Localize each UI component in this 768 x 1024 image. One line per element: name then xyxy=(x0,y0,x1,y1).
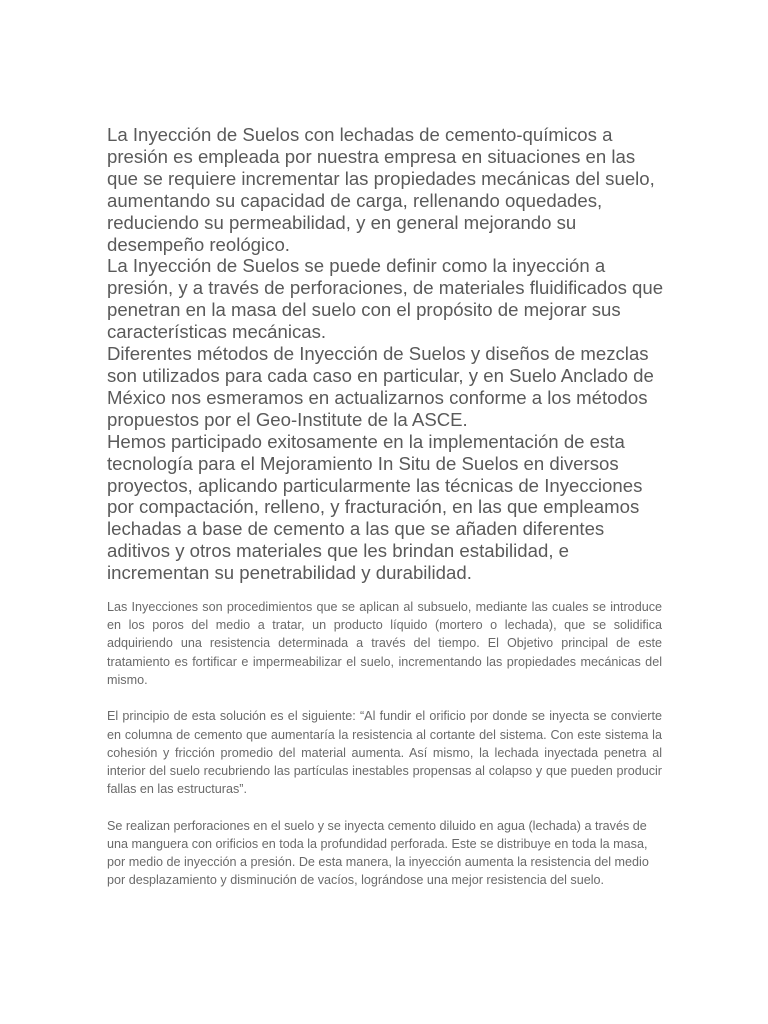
lead-paragraph-4: Hemos participado exitosamente en la implementación de esta tecnología para el Mejoramiento In Situ de Suelos en diversos proyectos, aplicando particularmente las técnicas de Inyecciones por compactación, relleno, y fracturación, en las que empleamos lechadas a base de cemento a las que se añaden diferentes aditivos y otros materiales que les brindan estabilidad, e incrementan su penetrabilidad y durabilidad. xyxy=(107,430,643,584)
body-section xyxy=(107,598,662,908)
lead-paragraph-2: La Inyección de Suelos se puede definir como la inyección a presión, y a través de perforaciones, de materiales fluidificados que penetran en la masa del suelo con el propósito de mejorar sus características mecánicas. xyxy=(107,255,664,343)
body-paragraph-1: Las Inyecciones son procedimientos que se aplican al subsuelo, mediante las cuales se introduce en los poros del medio a tratar, un producto líquido (mortero o lechada), que se solidifica adquiriendo una resistencia determinada a través del tiempo. El Objetivo principal de este tratamiento es fortificar e impermeabilizar el suelo, incrementando las propiedades mecánicas del mismo. xyxy=(107,600,662,687)
lead-paragraph-3: Diferentes métodos de Inyección de Suelos y diseños de mezclas son utilizados para cada caso en particular, y en Suelo Anclado de México nos esmeramos en actualizarnos conforme a los métodos propuestos por el Geo-Institute de la ASCE. xyxy=(107,343,654,430)
lead-section xyxy=(107,124,667,584)
body-paragraph-2: El principio de esta solución es el siguiente: “Al fundir el orificio por donde se inyecta se convierte en columna de cemento que aumentaría la resistencia al cortante del sistema. Con este sistema la cohesión y fricción promedio del material aumenta. Así mismo, la lechada inyectada penetra al interior del suelo recubriendo las partículas inestables propensas al colapso y que pueden producir fallas en las estructuras”. xyxy=(107,709,662,797)
body-paragraph-3: Se realizan perforaciones en el suelo y se inyecta cemento diluido en agua (lechada) a través de una manguera con orificios en toda la profundidad perforada. Este se distribuye en toda la masa, por medio de inyección a presión. De esta manera, la inyección aumenta la resistencia del medio por desplazamiento y disminución de vacíos, lográndose una mejor resistencia del suelo. xyxy=(107,818,649,888)
lead-paragraph-1: La Inyección de Suelos con lechadas de cemento-químicos a presión es empleada por nuestra empresa en situaciones en las que se requiere incrementar las propiedades mecánicas del suelo, aumentando su capacidad de carga, rellenando oquedades, reduciendo su permeabilidad, y en general mejorando su desempeño reológico. xyxy=(107,124,655,255)
